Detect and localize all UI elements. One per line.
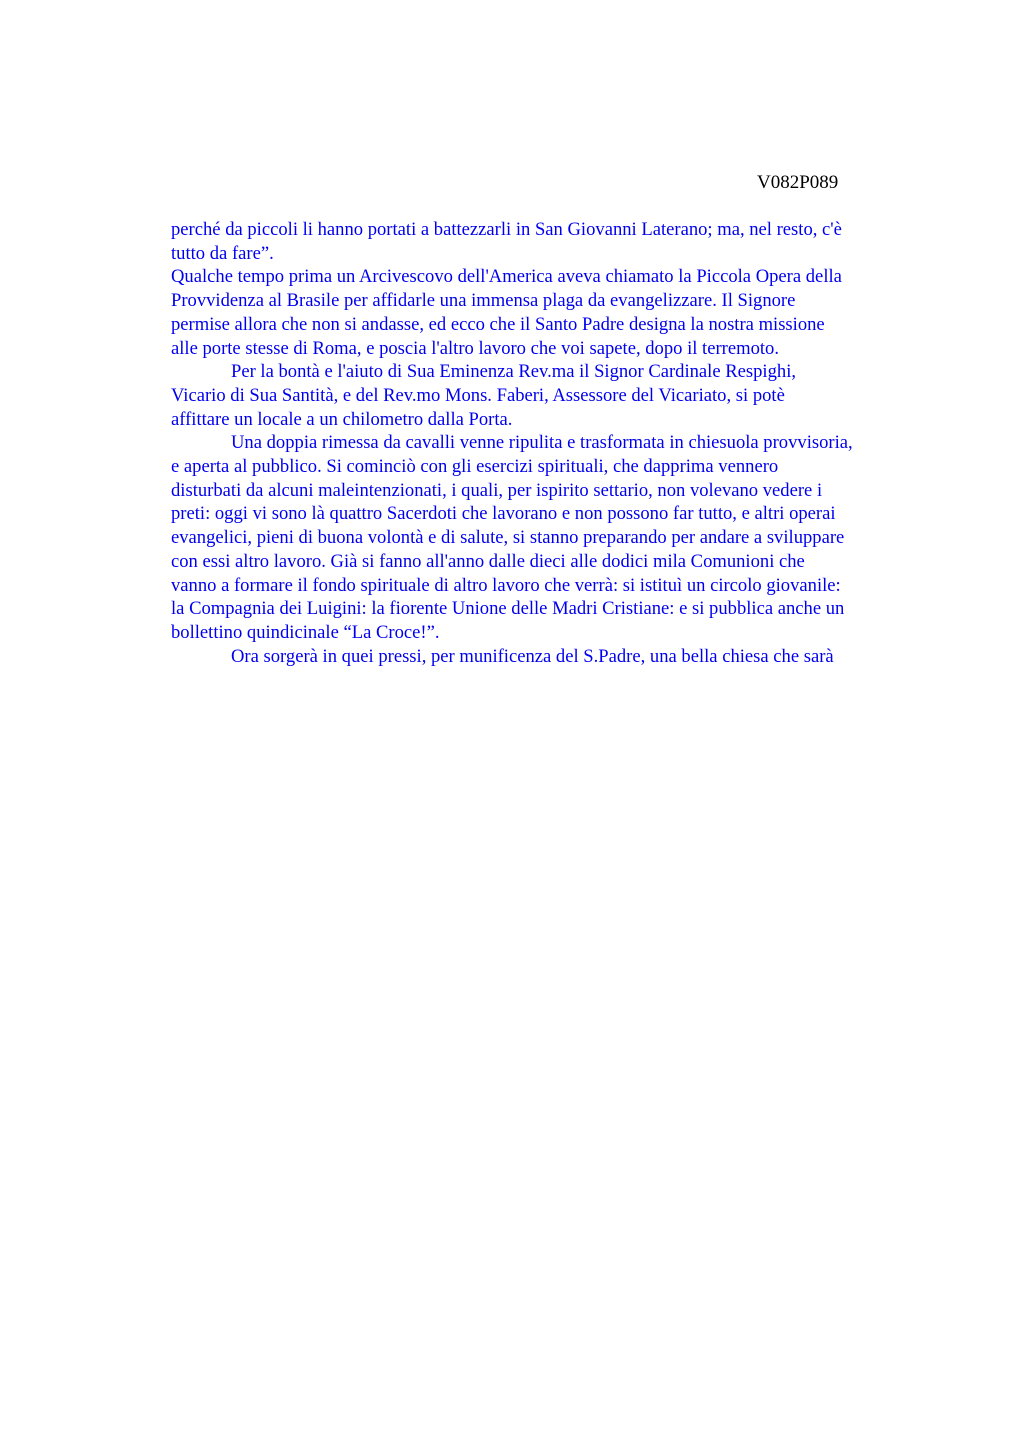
body-text <box>171 218 931 668</box>
text-line: affittare un locale a un chilometro dalla Porta. <box>171 408 513 430</box>
text-line: Qualche tempo prima un Arcivescovo dell'America aveva chiamato la Piccola Opera della <box>171 266 842 288</box>
text-line: evangelici, pieni di buona volontà e di salute, si stanno preparando per andare a sviluppare <box>171 527 845 549</box>
text-line: alle porte stesse di Roma, e poscia l'altro lavoro che voi sapete, dopo il terremoto. <box>171 337 779 359</box>
text-line: perché da piccoli li hanno portati a battezzarli in San Giovanni Laterano; ma, nel resto, c'è <box>171 219 842 240</box>
text-line: Vicario di Sua Santità, e del Rev.mo Mons. Faberi, Assessore del Vicariato, si potè <box>171 384 785 406</box>
text-line: preti: oggi vi sono là quattro Sacerdoti che lavorano e non possono far tutto, e altri operai <box>171 503 836 525</box>
paragraph-first-line: Una doppia rimessa da cavalli venne ripulita e trasformata in chiesuola provvisoria, <box>231 432 853 454</box>
paragraph-first-line: Per la bontà e l'aiuto di Sua Eminenza Rev.ma il Signor Cardinale Respighi, <box>231 361 797 383</box>
text-line: Provvidenza al Brasile per affidarle una immensa plaga da evangelizzare. Il Signore <box>171 290 796 312</box>
paragraph-first-line: Ora sorgerà in quei pressi, per munificenza del S.Padre, una bella chiesa che sarà <box>231 645 834 667</box>
text-line: con essi altro lavoro. Già si fanno all'anno dalle dieci alle dodici mila Comunioni che <box>171 550 805 572</box>
page-code: V082P089 <box>757 172 839 193</box>
text-line: e aperta al pubblico. Si cominciò con gli esercizi spirituali, che dapprima vennero <box>171 456 779 478</box>
text-line: permise allora che non si andasse, ed ecco che il Santo Padre designa la nostra missione <box>171 313 825 335</box>
text-line: la Compagnia dei Luigini: la fiorente Unione delle Madri Cristiane: e si pubblica anche un <box>171 598 845 620</box>
text-line: bollettino quindicinale “La Croce!”. <box>171 621 440 643</box>
text-line: disturbati da alcuni maleintenzionati, i quali, per ispirito settario, non volevano vedere i <box>171 479 823 501</box>
text-line: tutto da fare”. <box>171 242 274 264</box>
text-line: vanno a formare il fondo spirituale di altro lavoro che verrà: si istituì un circolo giovanile: <box>171 574 841 596</box>
